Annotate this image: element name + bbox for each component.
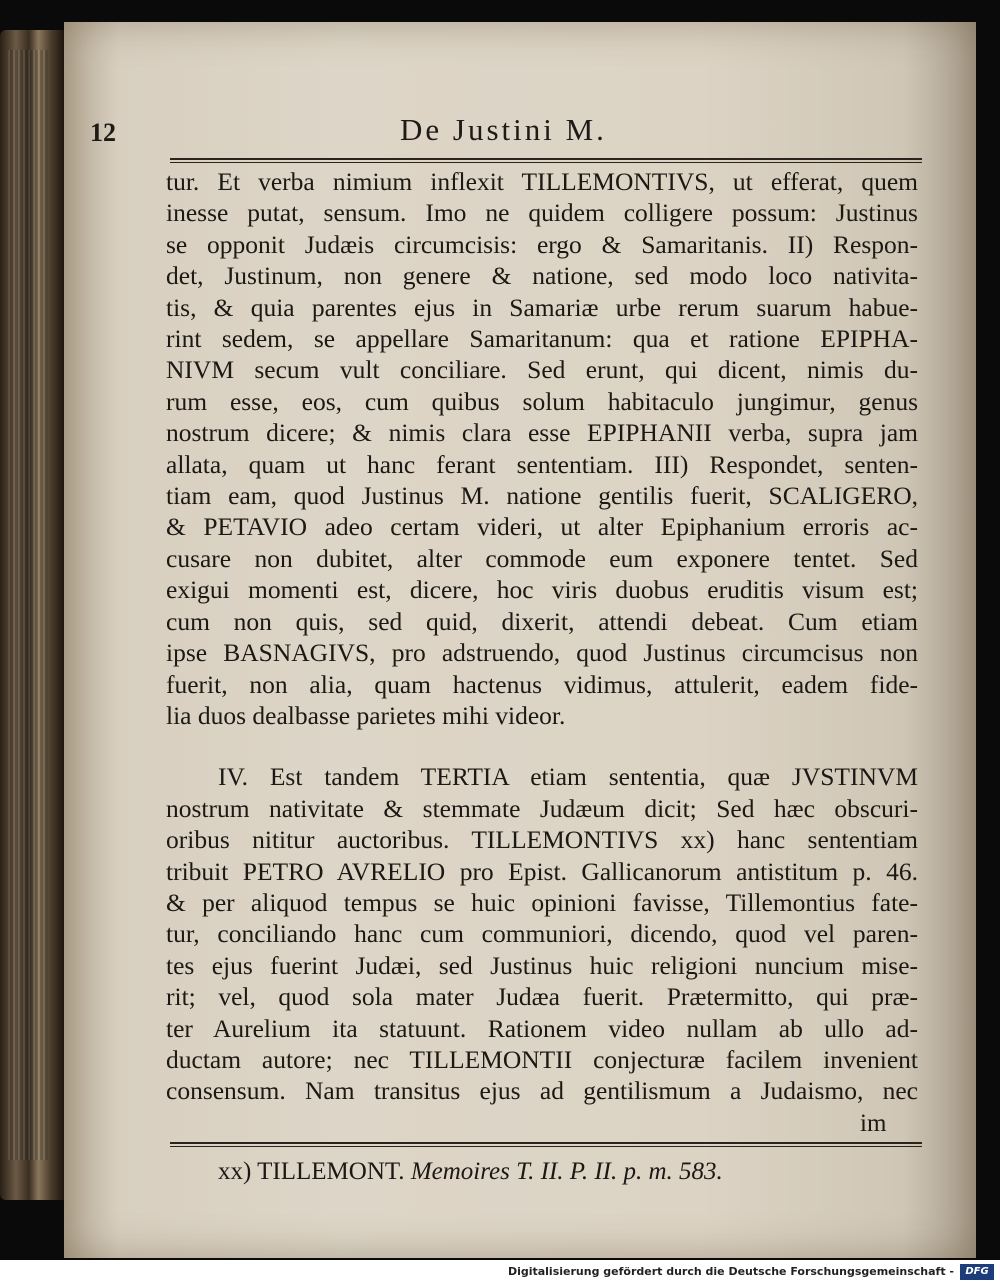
footnote-marker: xx) bbox=[218, 1158, 252, 1185]
text-line: ipse BASNAGIVS, pro adstruendo, quod Justinus circumcisus non bbox=[166, 638, 918, 668]
paragraph-1 bbox=[166, 166, 918, 731]
footnote-reference: Memoires T. II. P. II. p. m. 583. bbox=[410, 1158, 723, 1185]
text-line: IV. Est tandem TERTIA etiam sententia, quæ JVSTINVM bbox=[218, 762, 918, 792]
text-line: cusare non dubitet, alter commode eum exponere tentet. Sed bbox=[166, 543, 918, 573]
text-line: rint sedem, se appellare Samaritanum: qua et ratione EPIPHA- bbox=[166, 324, 918, 354]
footer-credit: Digitalisierung gefördert durch die Deutsche Forschungsgemeinschaft - bbox=[507, 1265, 954, 1278]
text-line: consensum. Nam transitus ejus ad gentilismum a Judaismo, nec bbox=[166, 1076, 918, 1106]
text-line: ductam autore; nec TILLEMONTII conjecturæ facilem invenient bbox=[166, 1044, 918, 1074]
text-line: inesse putat, sensum. Imo ne quidem colligere possum: Justinus bbox=[166, 198, 918, 228]
text-line: tur. Et verba nimium inflexit TILLEMONTIVS, ut efferat, quem bbox=[166, 167, 918, 196]
dfg-logo: DFG bbox=[960, 1264, 994, 1280]
text-line: allata, quam ut hanc ferant sententiam. III) Respondet, senten- bbox=[166, 449, 918, 479]
text-line: fuerit, non alia, quam hactenus vidimus, attulerit, eadem fide- bbox=[166, 669, 918, 699]
footnote-rule bbox=[170, 1142, 922, 1147]
paragraph-2 bbox=[166, 761, 918, 1106]
text-line: & per aliquod tempus se huic opinioni favisse, Tillemontius fate- bbox=[166, 887, 918, 917]
text-line: NIVM secum vult conciliare. Sed erunt, qui dicent, nimis du- bbox=[166, 355, 918, 385]
text-line: nostrum nativitate & stemmate Judæum dicit; Sed hæc obscuri- bbox=[166, 793, 918, 823]
text-line: lia duos dealbasse parietes mihi videor. bbox=[166, 700, 566, 730]
catchword: im bbox=[860, 1110, 887, 1137]
footer-bar bbox=[0, 1260, 1000, 1284]
text-line: rit; vel, quod sola mater Judæa fuerit. Prætermitto, qui præ- bbox=[166, 982, 918, 1012]
header-rule bbox=[170, 158, 922, 163]
text-line: tes ejus fuerint Judæi, sed Justinus huic religioni nuncium mise- bbox=[166, 950, 918, 980]
text-line: & PETAVIO adeo certam videri, ut alter Epiphanium erroris ac- bbox=[166, 512, 918, 542]
text-line: det, Justinum, non genere & natione, sed modo loco nativita- bbox=[166, 261, 918, 291]
text-line: cum non quis, sed quid, dixerit, attendi debeat. Cum etiam bbox=[166, 606, 918, 636]
text-line: tur, conciliando hanc cum communiori, dicendo, quod vel paren- bbox=[166, 919, 918, 949]
text-line: oribus nititur auctoribus. TILLEMONTIVS xx) hanc sententiam bbox=[166, 825, 918, 855]
text-line: tribuit PETRO AVRELIO pro Epist. Gallicanorum antistitum p. 46. bbox=[166, 856, 918, 886]
book-fore-edge bbox=[0, 30, 64, 1200]
text-line: tiam eam, quod Justinus M. natione gentilis fuerit, SCALIGERO, bbox=[166, 481, 918, 511]
footnote-author: TILLEMONT. bbox=[257, 1158, 405, 1185]
text-line: rum esse, eos, cum quibus solum habitaculo jungimur, genus bbox=[166, 386, 918, 416]
text-line: exigui momenti est, dicere, hoc viris duobus eruditis visum est; bbox=[166, 575, 918, 605]
running-head: De Justini M. bbox=[400, 112, 607, 147]
paragraph-gap bbox=[166, 731, 918, 761]
footnote bbox=[218, 1158, 723, 1186]
text-line: nostrum dicere; & nimis clara esse EPIPHANII verba, supra jam bbox=[166, 418, 918, 448]
page-number: 12 bbox=[90, 118, 116, 147]
text-line: ter Aurelium ita statuunt. Rationem video nullam ab ullo ad- bbox=[166, 1013, 918, 1043]
body-text bbox=[166, 166, 918, 1107]
text-line: tis, & quia parentes ejus in Samariæ urbe rerum suarum habue- bbox=[166, 292, 918, 322]
text-line: se opponit Judæis circumcisis: ergo & Samaritanis. II) Respon- bbox=[166, 229, 918, 259]
